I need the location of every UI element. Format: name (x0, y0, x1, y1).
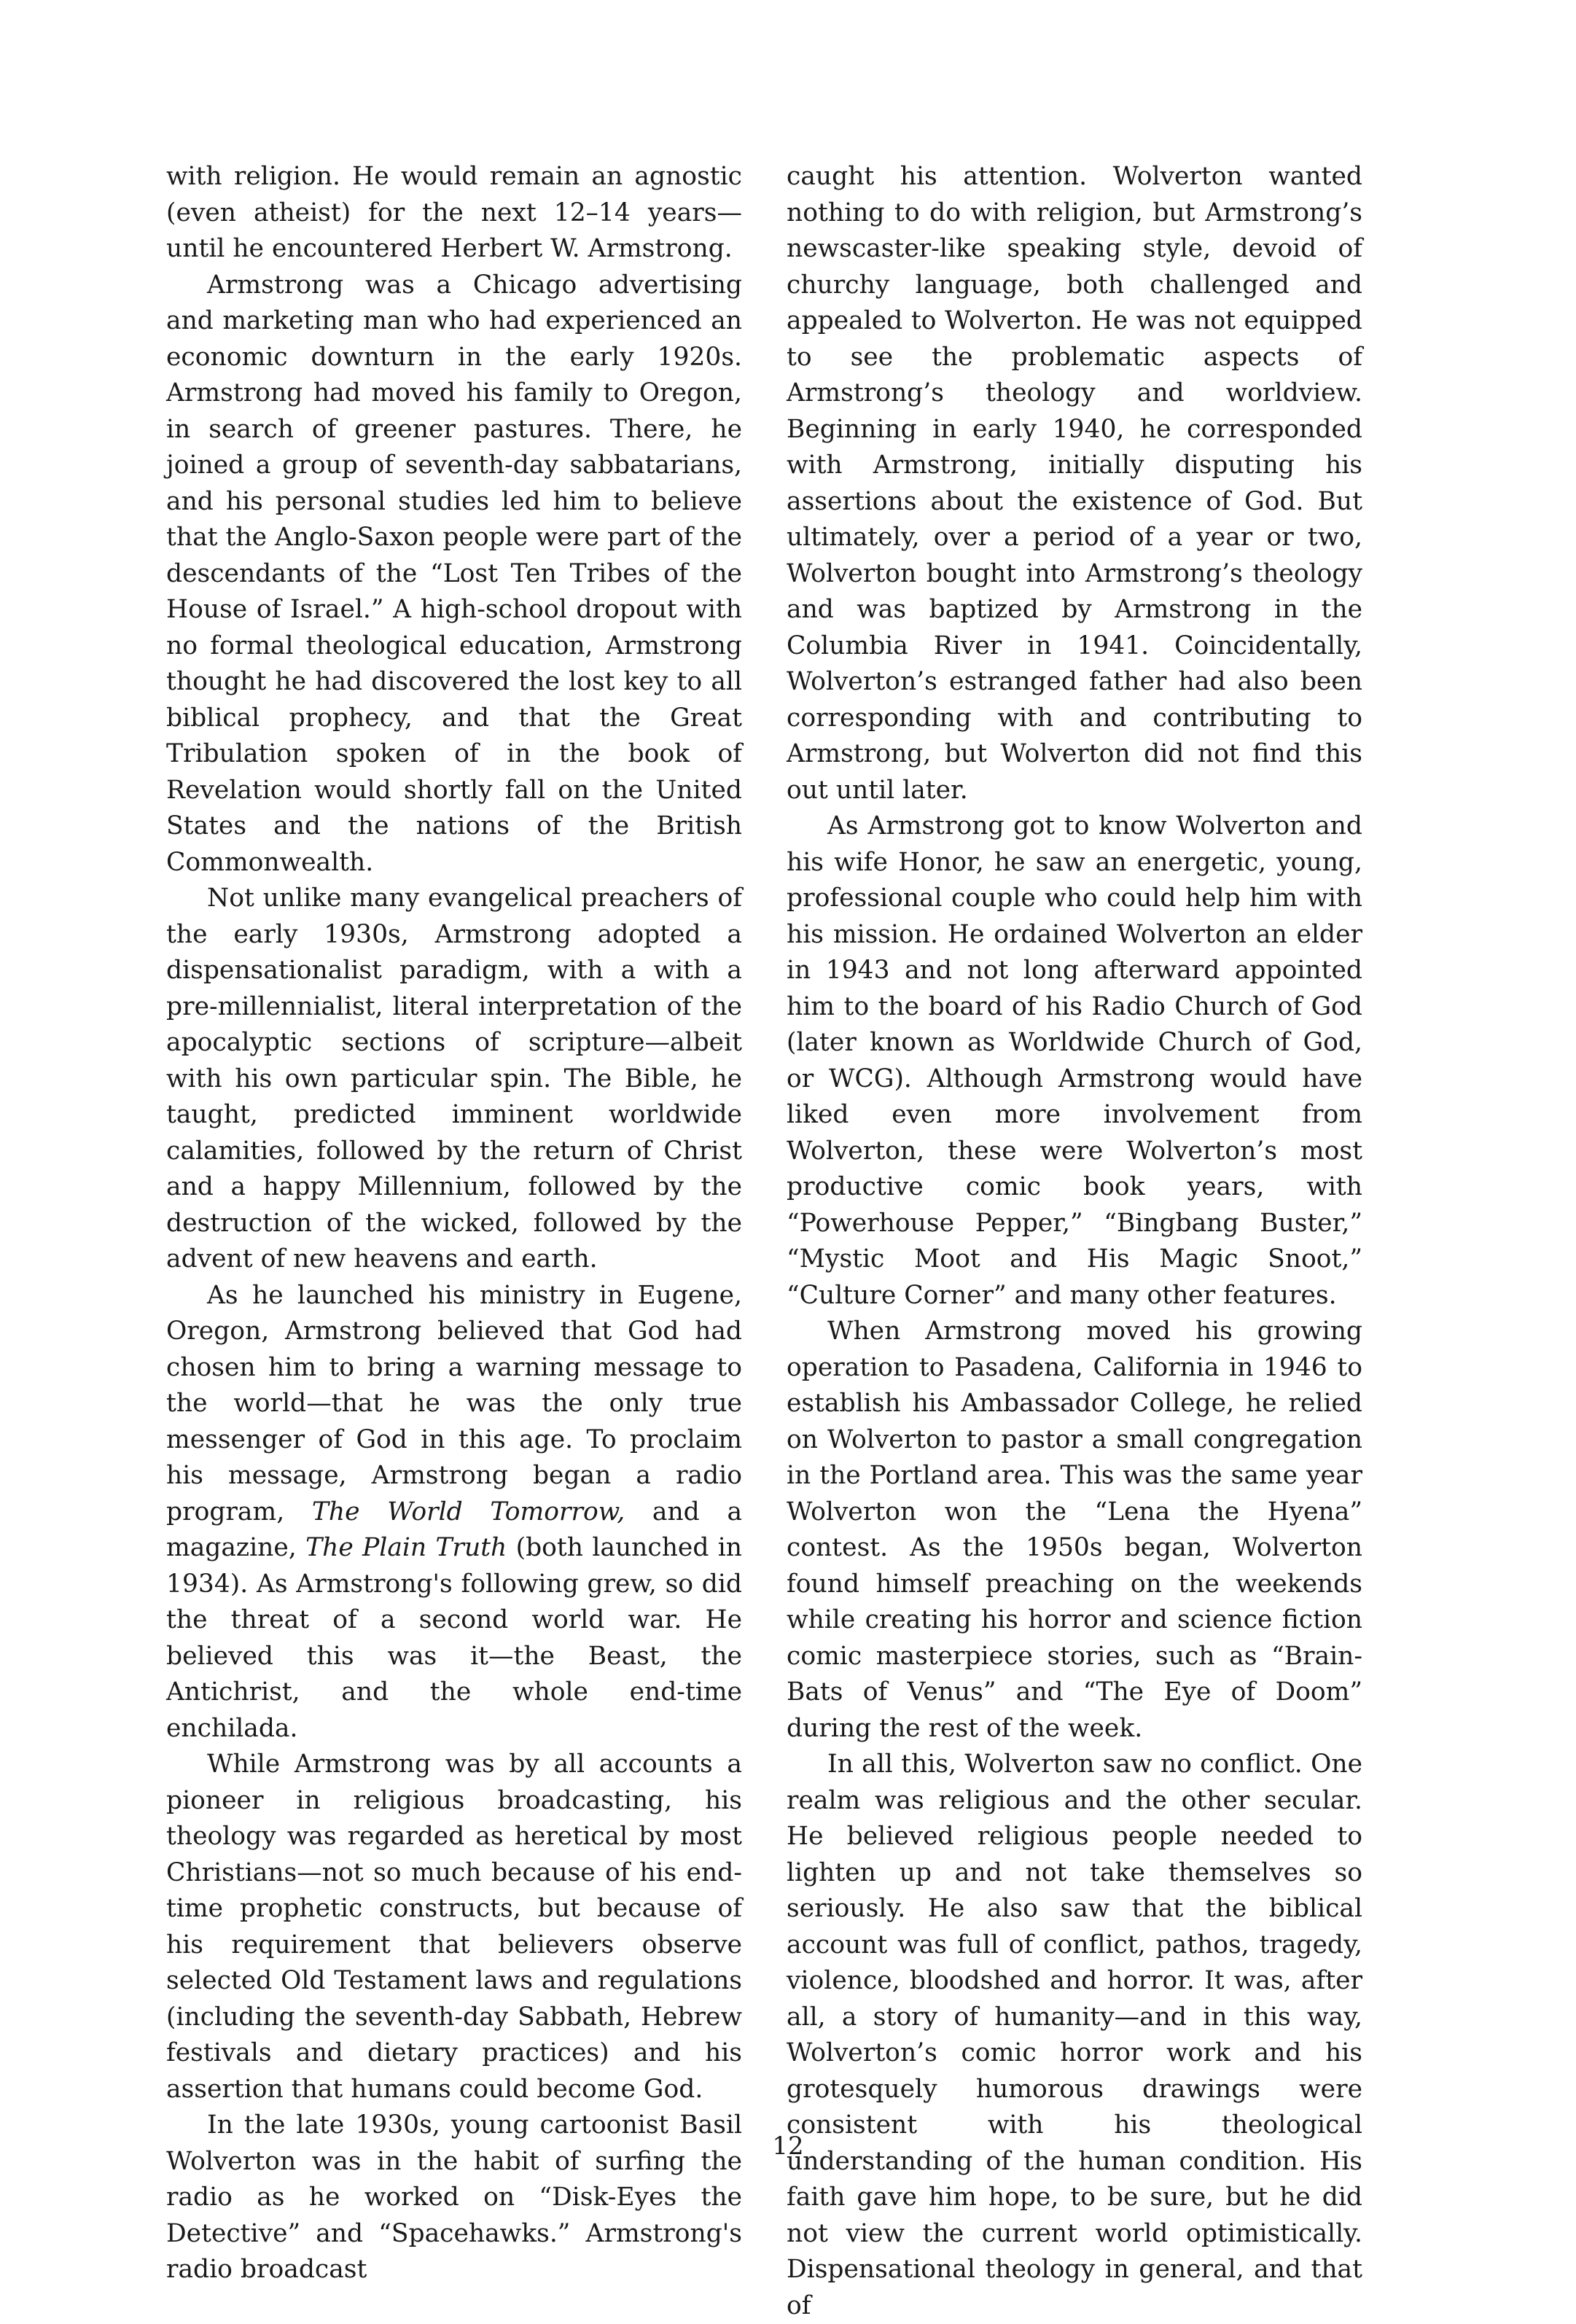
paragraph: Armstrong was a Chicago advertising and marketing man who had experienced an economic downturn in the early 1920s. Armstrong had moved his family to Oregon, in search of greener pastures. There, he joined a group of seventh-day sabbatarians, and his personal studies led him to believe that the Anglo-Saxon people were part of the descendants of the “Lost Ten Tribes of the House of Israel.” A high-school dropout with no formal theological education, Armstrong thought he had discovered the lost key to all biblical prophecy, and that the Great Tribulation spoken of in the book of Revelation would shortly fall on the United States and the nations of the British Commonwealth. (166, 270, 742, 877)
paragraph: In the late 1930s, young cartoonist Basil Wolverton was in the habit of surfing the radio as he worked on “Disk-Eyes the Detective” and “Spacehawks.” Armstrong's radio broadcast (166, 2110, 742, 2284)
paragraph: While Armstrong was by all accounts a pioneer in religious broadcasting, his theology was regarded as heretical by most Christians—not so much because of his end-time prophetic constructs, but because of his requirement that believers observe selected Old Testament laws and regulations (including the seventh-day Sabbath, Hebrew festivals and dietary practices) and his assertion that humans could become God. (166, 1750, 742, 2104)
paragraph: As Armstrong got to know Wolverton and his wife Honor, he saw an energetic, young, professional couple who could help him with his mission. He ordained Wolverton an elder in 1943 and not long afterward appointed him to the board of his Radio Church of God (later known as Worldwide Church of God, or WCG). Although Armstrong would have liked even more involvement from Wolverton, these were Wolverton’s most productive comic book years, with “Powerhouse Pepper,” “Bingbang Buster,” “Mystic Moot and His Magic Snoot,” “Culture Corner” and many other features. (787, 811, 1362, 1310)
text-run: As he launched his ministry in Eugene, Oregon, Armstrong believed that God had chosen him to bring a warning message to the world—that he was the only true messenger of God in this age. To proclaim his message, Armstrong began a radio program, (166, 1280, 742, 1526)
text-run: (both launched in 1934). As Armstrong's following grew, so did the threat of a second world war. He believed this was it—the Beast, the Antichrist, and the whole end-time enchilada. (166, 1533, 743, 1743)
paragraph: with religion. He would remain an agnostic (even atheist) for the next 12–14 years—until he encountered Herbert W. Armstrong. (166, 162, 742, 263)
radio-program-title: The World Tomorrow, (311, 1497, 625, 1526)
left-column (166, 159, 742, 2288)
magazine-title: The Plain Truth (305, 1533, 507, 1562)
paragraph: caught his attention. Wolverton wanted nothing to do with religion, but Armstrong’s newscaster-like speaking style, devoid of churchy language, both challenged and appealed to Wolverton. He was not equipped to see the problematic aspects of Armstrong’s theology and worldview. Beginning in early 1940, he corresponded with Armstrong, initially disputing his assertions about the existence of God. But ultimately, over a period of a year or two, Wolverton bought into Armstrong’s theology and was baptized by Armstrong in the Columbia River in 1941. Coincidentally, Wolverton’s estranged father had also been corresponding with and contributing to Armstrong, but Wolverton did not find this out until later. (787, 162, 1362, 805)
text-run: and a magazine, (166, 1497, 743, 1562)
right-column (787, 159, 1362, 2324)
page-number: 12 (772, 2132, 804, 2161)
paragraph: In all this, Wolverton saw no conflict. One realm was religious and the other secular. He believed religious people needed to lighten up and not take themselves so seriously. He also saw that the biblical account was full of conflict, pathos, tragedy, violence, bloodshed and horror. It was, after all, a story of humanity—and in this way, Wolverton’s comic horror work and his grotesquely humorous drawings were consistent with his theological understanding of the human condition. His faith gave him hope, to be sure, but he did not view the current world optimistically. Dispensational theology in general, and that of (787, 1750, 1362, 2320)
paragraph (166, 1278, 742, 1747)
paragraph: Not unlike many evangelical preachers of the early 1930s, Armstrong adopted a dispensationalist paradigm, with a with a pre-millennialist, literal interpretation of the apocalyptic sections of scripture—albeit with his own particular spin. The Bible, he taught, predicted imminent worldwide calamities, followed by the return of Christ and a happy Millennium, followed by the destruction of the wicked, followed by the advent of new heavens and earth. (166, 884, 742, 1274)
paragraph: When Armstrong moved his growing operation to Pasadena, California in 1946 to establish his Ambassador College, he relied on Wolverton to pastor a small congregation in the Portland area. This was the same year Wolverton won the “Lena the Hyena” contest. As the 1950s began, Wolverton found himself preaching on the weekends while creating his horror and science fiction comic masterpiece stories, such as “Brain-Bats of Venus” and “The Eye of Doom” during the rest of the week. (787, 1317, 1362, 1743)
